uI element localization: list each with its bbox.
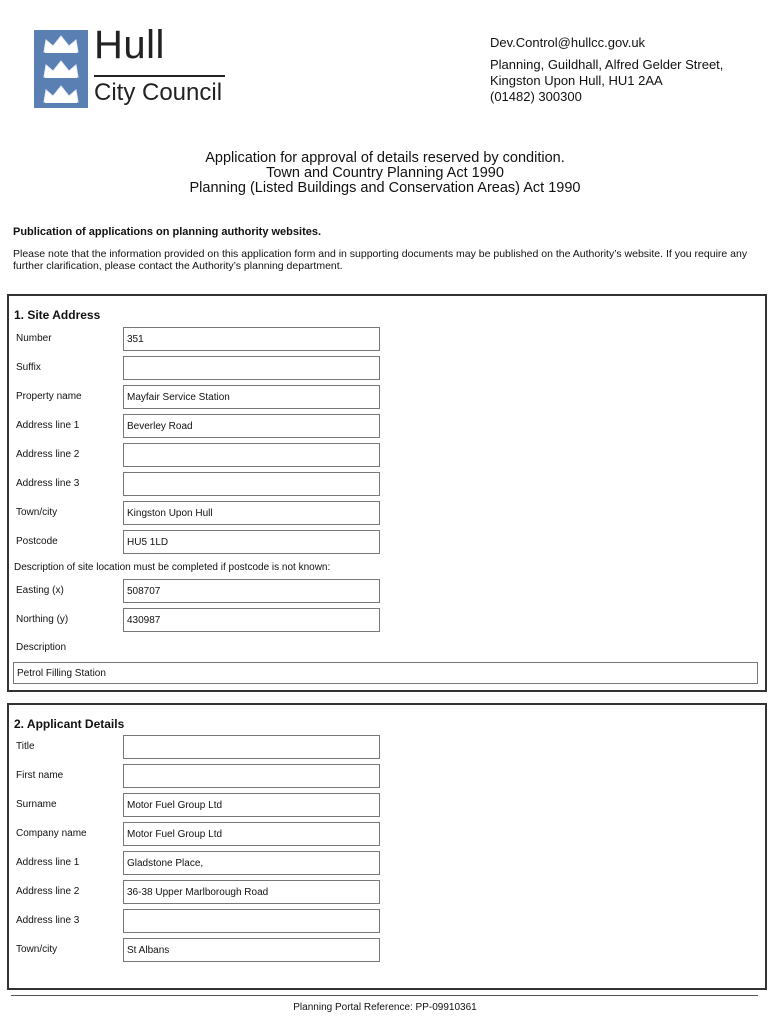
field-label: Town/city	[16, 507, 58, 518]
field-row	[9, 880, 765, 906]
form-title-line3: Planning (Listed Buildings and Conservation Areas) Act 1990	[189, 180, 581, 196]
field-row	[9, 327, 765, 353]
applicant-details-section	[7, 703, 767, 990]
northing-field[interactable]: 430987	[123, 608, 380, 632]
field-row	[9, 909, 765, 935]
publication-heading: Publication of applications on planning authority websites.	[13, 226, 322, 238]
field-row	[9, 822, 765, 848]
logo-text-city-council: City Council	[94, 79, 223, 106]
field-row	[9, 579, 765, 605]
field-row	[9, 851, 765, 877]
field-row	[9, 530, 765, 556]
site-address-section	[7, 294, 767, 692]
logo-text-hull: Hull	[94, 23, 165, 67]
address-line1-field[interactable]: Gladstone Place,	[123, 851, 380, 875]
field-label: First name	[16, 770, 64, 781]
field-label: Suffix	[16, 362, 41, 373]
suffix-field[interactable]	[123, 356, 380, 380]
number-field[interactable]: 351	[123, 327, 380, 351]
field-label: Address line 2	[16, 449, 80, 460]
field-label: Number	[16, 333, 52, 344]
form-title	[0, 151, 770, 196]
property-name-field[interactable]: Mayfair Service Station	[123, 385, 380, 409]
town-city-field[interactable]: Kingston Upon Hull	[123, 501, 380, 525]
field-row	[9, 414, 765, 440]
hull-city-council-logo	[34, 23, 230, 109]
field-label: Address line 3	[16, 915, 80, 926]
field-row	[9, 793, 765, 819]
footer-divider	[11, 995, 758, 996]
field-row	[9, 735, 765, 761]
address-line1-field[interactable]: Beverley Road	[123, 414, 380, 438]
address-line2-field[interactable]	[123, 443, 380, 467]
address-line3-field[interactable]	[123, 909, 380, 933]
field-label: Address line 1	[16, 857, 80, 868]
crowns-shield-icon	[34, 30, 88, 108]
field-row	[9, 443, 765, 469]
postcode-field[interactable]: HU5 1LD	[123, 530, 380, 554]
field-row	[9, 764, 765, 790]
field-row	[9, 501, 765, 527]
address-line2-field[interactable]: 36-38 Upper Marlborough Road	[123, 880, 380, 904]
form-title-line2: Town and Country Planning Act 1990	[266, 165, 504, 181]
field-row	[9, 608, 765, 634]
field-row	[9, 356, 765, 382]
section-title: 2. Applicant Details	[14, 717, 125, 731]
field-row	[9, 472, 765, 498]
easting-field[interactable]: 508707	[123, 579, 380, 603]
field-label: Address line 2	[16, 886, 80, 897]
title-field[interactable]	[123, 735, 380, 759]
company-name-field[interactable]: Motor Fuel Group Ltd	[123, 822, 380, 846]
field-label: Town/city	[16, 944, 58, 955]
field-label: Title	[16, 741, 35, 752]
publication-note: Please note that the information provided on this application form and in supporting documents may be published on the Authority’s website. If you require any further clarification, please contact the Authority’s planning department.	[13, 248, 748, 272]
field-row	[9, 938, 765, 964]
contact-address-line2: Kingston Upon Hull, HU1 2AA	[490, 73, 663, 88]
section-title: 1. Site Address	[14, 308, 101, 322]
contact-phone: (01482) 300300	[490, 89, 582, 104]
description-field[interactable]: Petrol Filling Station	[13, 662, 758, 684]
address-line3-field[interactable]	[123, 472, 380, 496]
contact-email[interactable]: Dev.Control@hullcc.gov.uk	[490, 35, 646, 50]
town-city-field[interactable]: St Albans	[123, 938, 380, 962]
field-label: Postcode	[16, 536, 58, 547]
field-label: Property name	[16, 391, 82, 402]
field-label: Easting (x)	[16, 585, 64, 596]
field-label: Northing (y)	[16, 614, 69, 625]
location-note: Description of site location must be completed if postcode is not known:	[14, 562, 331, 573]
field-label: Surname	[16, 799, 57, 810]
field-label: Address line 3	[16, 478, 80, 489]
field-label: Address line 1	[16, 420, 80, 431]
contact-block	[490, 35, 723, 105]
logo-divider	[94, 75, 225, 77]
field-label: Company name	[16, 828, 87, 839]
first-name-field[interactable]	[123, 764, 380, 788]
form-title-line1: Application for approval of details reserved by condition.	[205, 150, 565, 166]
field-row	[9, 385, 765, 411]
contact-address-line1: Planning, Guildhall, Alfred Gelder Street,	[490, 57, 724, 72]
surname-field[interactable]: Motor Fuel Group Ltd	[123, 793, 380, 817]
description-label: Description	[16, 642, 67, 653]
planning-portal-reference: Planning Portal Reference: PP-09910361	[293, 1002, 477, 1013]
